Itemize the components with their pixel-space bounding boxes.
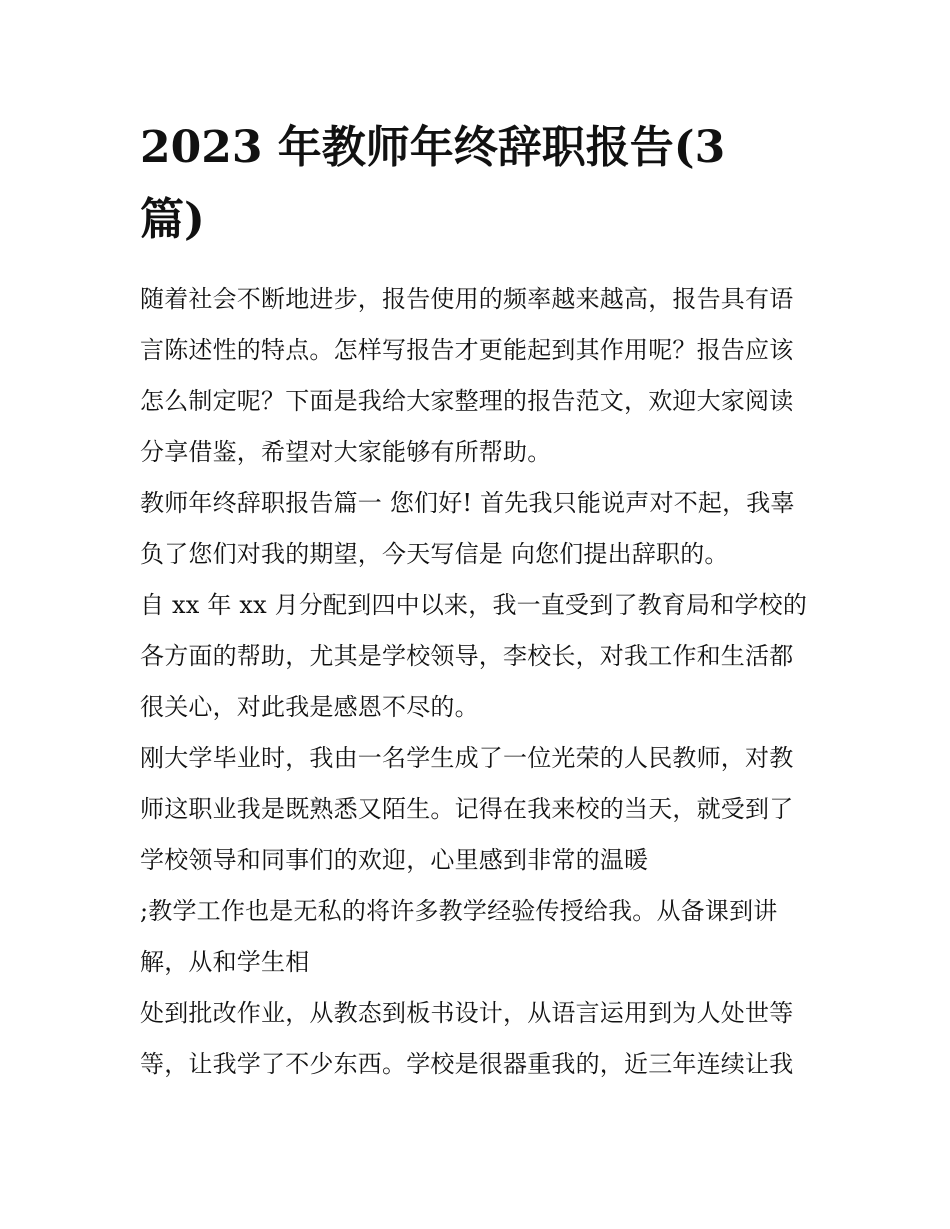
text-line: 处到批改作业，从教态到板书设计，从语言运用到为人处世等 xyxy=(140,999,794,1027)
text-line: 学校领导和同事们的欢迎，心里感到非常的温暖 xyxy=(140,846,649,874)
text-line: ;教学工作也是无私的将许多教学经验传授给我。从备课到讲 xyxy=(140,897,778,925)
title-line: 篇) xyxy=(140,194,205,245)
text-line: 负了您们对我的期望，今天写信是 向您们提出辞职的。 xyxy=(140,540,729,568)
text-line: 言陈述性的特点。怎样写报告才更能起到其作用呢？报告应该 xyxy=(140,336,794,364)
document-title xyxy=(140,112,815,256)
title-line: 2023 年教师年终辞职报告(3 xyxy=(140,122,726,173)
document-body xyxy=(140,274,815,1090)
text-line: 分享借鉴，希望对大家能够有所帮助。 xyxy=(140,438,552,466)
text-line: 随着社会不断地进步，报告使用的频率越来越高，报告具有语 xyxy=(140,285,794,313)
text-line: 各方面的帮助，尤其是学校领导，李校长，对我工作和生活都 xyxy=(140,642,794,670)
text-line: 师这职业我是既熟悉又陌生。记得在我来校的当天，就受到了 xyxy=(140,795,794,823)
text-line: 怎么制定呢？下面是我给大家整理的报告范文，欢迎大家阅读 xyxy=(140,387,794,415)
text-line: 教师年终辞职报告篇一 您们好! 首先我只能说声对不起，我辜 xyxy=(140,489,795,517)
text-line: 刚大学毕业时，我由一名学生成了一位光荣的人民教师，对教 xyxy=(140,744,794,772)
text-line: 等，让我学了不少东西。学校是很器重我的，近三年连续让我 xyxy=(140,1050,794,1078)
document-page xyxy=(140,112,815,1090)
text-line: 自 xx 年 xx 月分配到四中以来，我一直受到了教育局和学校的 xyxy=(140,591,808,619)
text-line: 很关心，对此我是感恩不尽的。 xyxy=(140,693,479,721)
text-line: 解，从和学生相 xyxy=(140,948,310,976)
